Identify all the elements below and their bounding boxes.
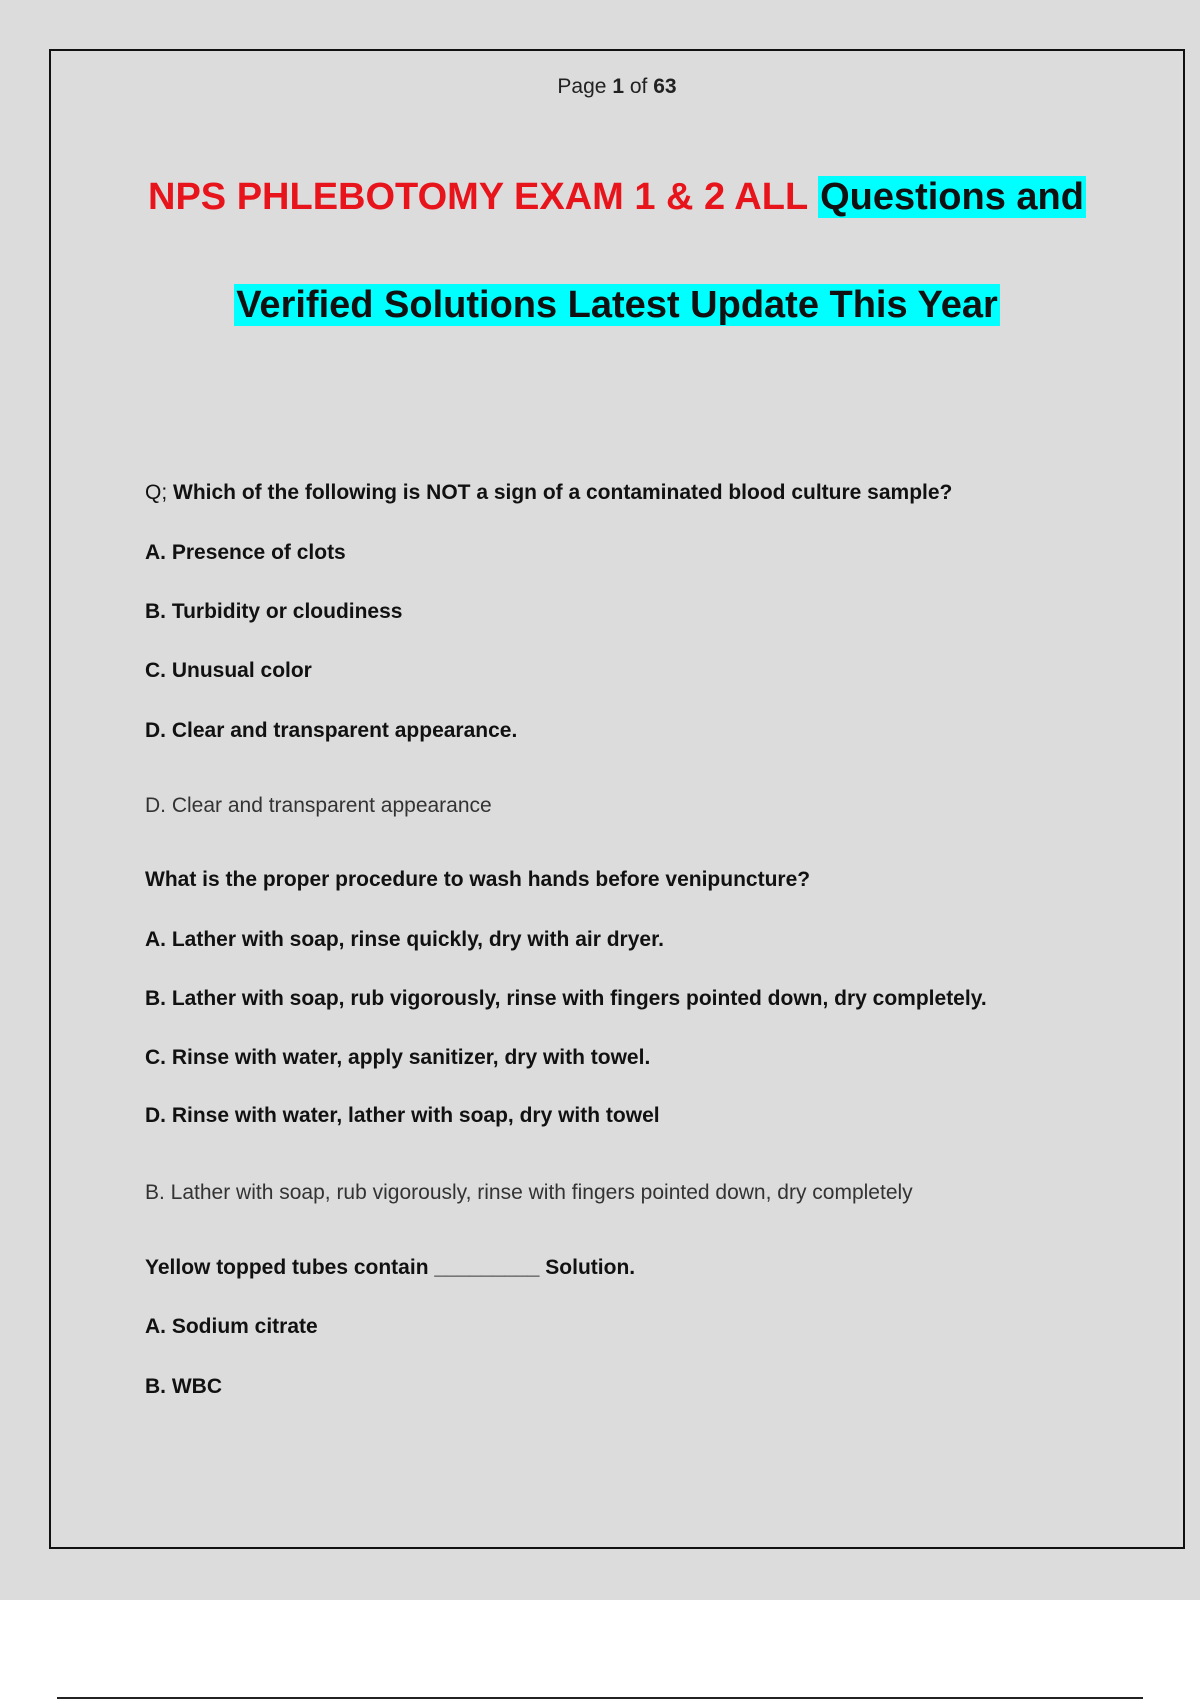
question-text: Which of the following is NOT a sign of a contaminated blood culture sample? (173, 481, 953, 504)
page-separator-line (57, 1697, 1143, 1699)
question-1 (145, 481, 952, 505)
question-3-option-a: A. Sodium citrate (145, 1315, 318, 1338)
page-indicator (0, 75, 1200, 99)
question-2-option-b: B. Lather with soap, rub vigorously, rinse with fingers pointed down, dry completely. (145, 987, 987, 1010)
title-highlighted-text-1: Questions and (820, 176, 1084, 218)
title-red-text: NPS PHLEBOTOMY EXAM 1 & 2 ALL (148, 176, 808, 218)
question-2-option-c: C. Rinse with water, apply sanitizer, dry with towel. (145, 1046, 651, 1069)
question-2-option-a: A. Lather with soap, rinse quickly, dry with air dryer. (145, 928, 664, 951)
question-prefix: Q; (145, 481, 168, 504)
title-highlighted-text-2: Verified Solutions Latest Update This Year (236, 284, 998, 326)
total-page-count: 63 (653, 75, 677, 98)
question-1-option-a: A. Presence of clots (145, 541, 346, 564)
question-2-option-d: D. Rinse with water, lather with soap, dry with towel (145, 1104, 660, 1127)
question-2-answer: B. Lather with soap, rub vigorously, rinse with fingers pointed down, dry completely (145, 1181, 913, 1204)
document-title-line-2 (0, 278, 1200, 332)
question-1-option-c: C. Unusual color (145, 659, 312, 682)
question-1-option-b: B. Turbidity or cloudiness (145, 600, 403, 623)
question-3-option-b: B. WBC (145, 1375, 222, 1398)
question-3: Yellow topped tubes contain _________ Solution. (145, 1256, 636, 1279)
question-1-answer: D. Clear and transparent appearance (145, 794, 492, 817)
question-2: What is the proper procedure to wash hands before venipuncture? (145, 868, 811, 891)
document-title-line-1 (0, 170, 1200, 224)
question-1-option-d: D. Clear and transparent appearance. (145, 719, 518, 742)
page-label: Page (557, 75, 607, 98)
page-of-label: of (629, 75, 648, 98)
current-page-number: 1 (612, 75, 624, 98)
